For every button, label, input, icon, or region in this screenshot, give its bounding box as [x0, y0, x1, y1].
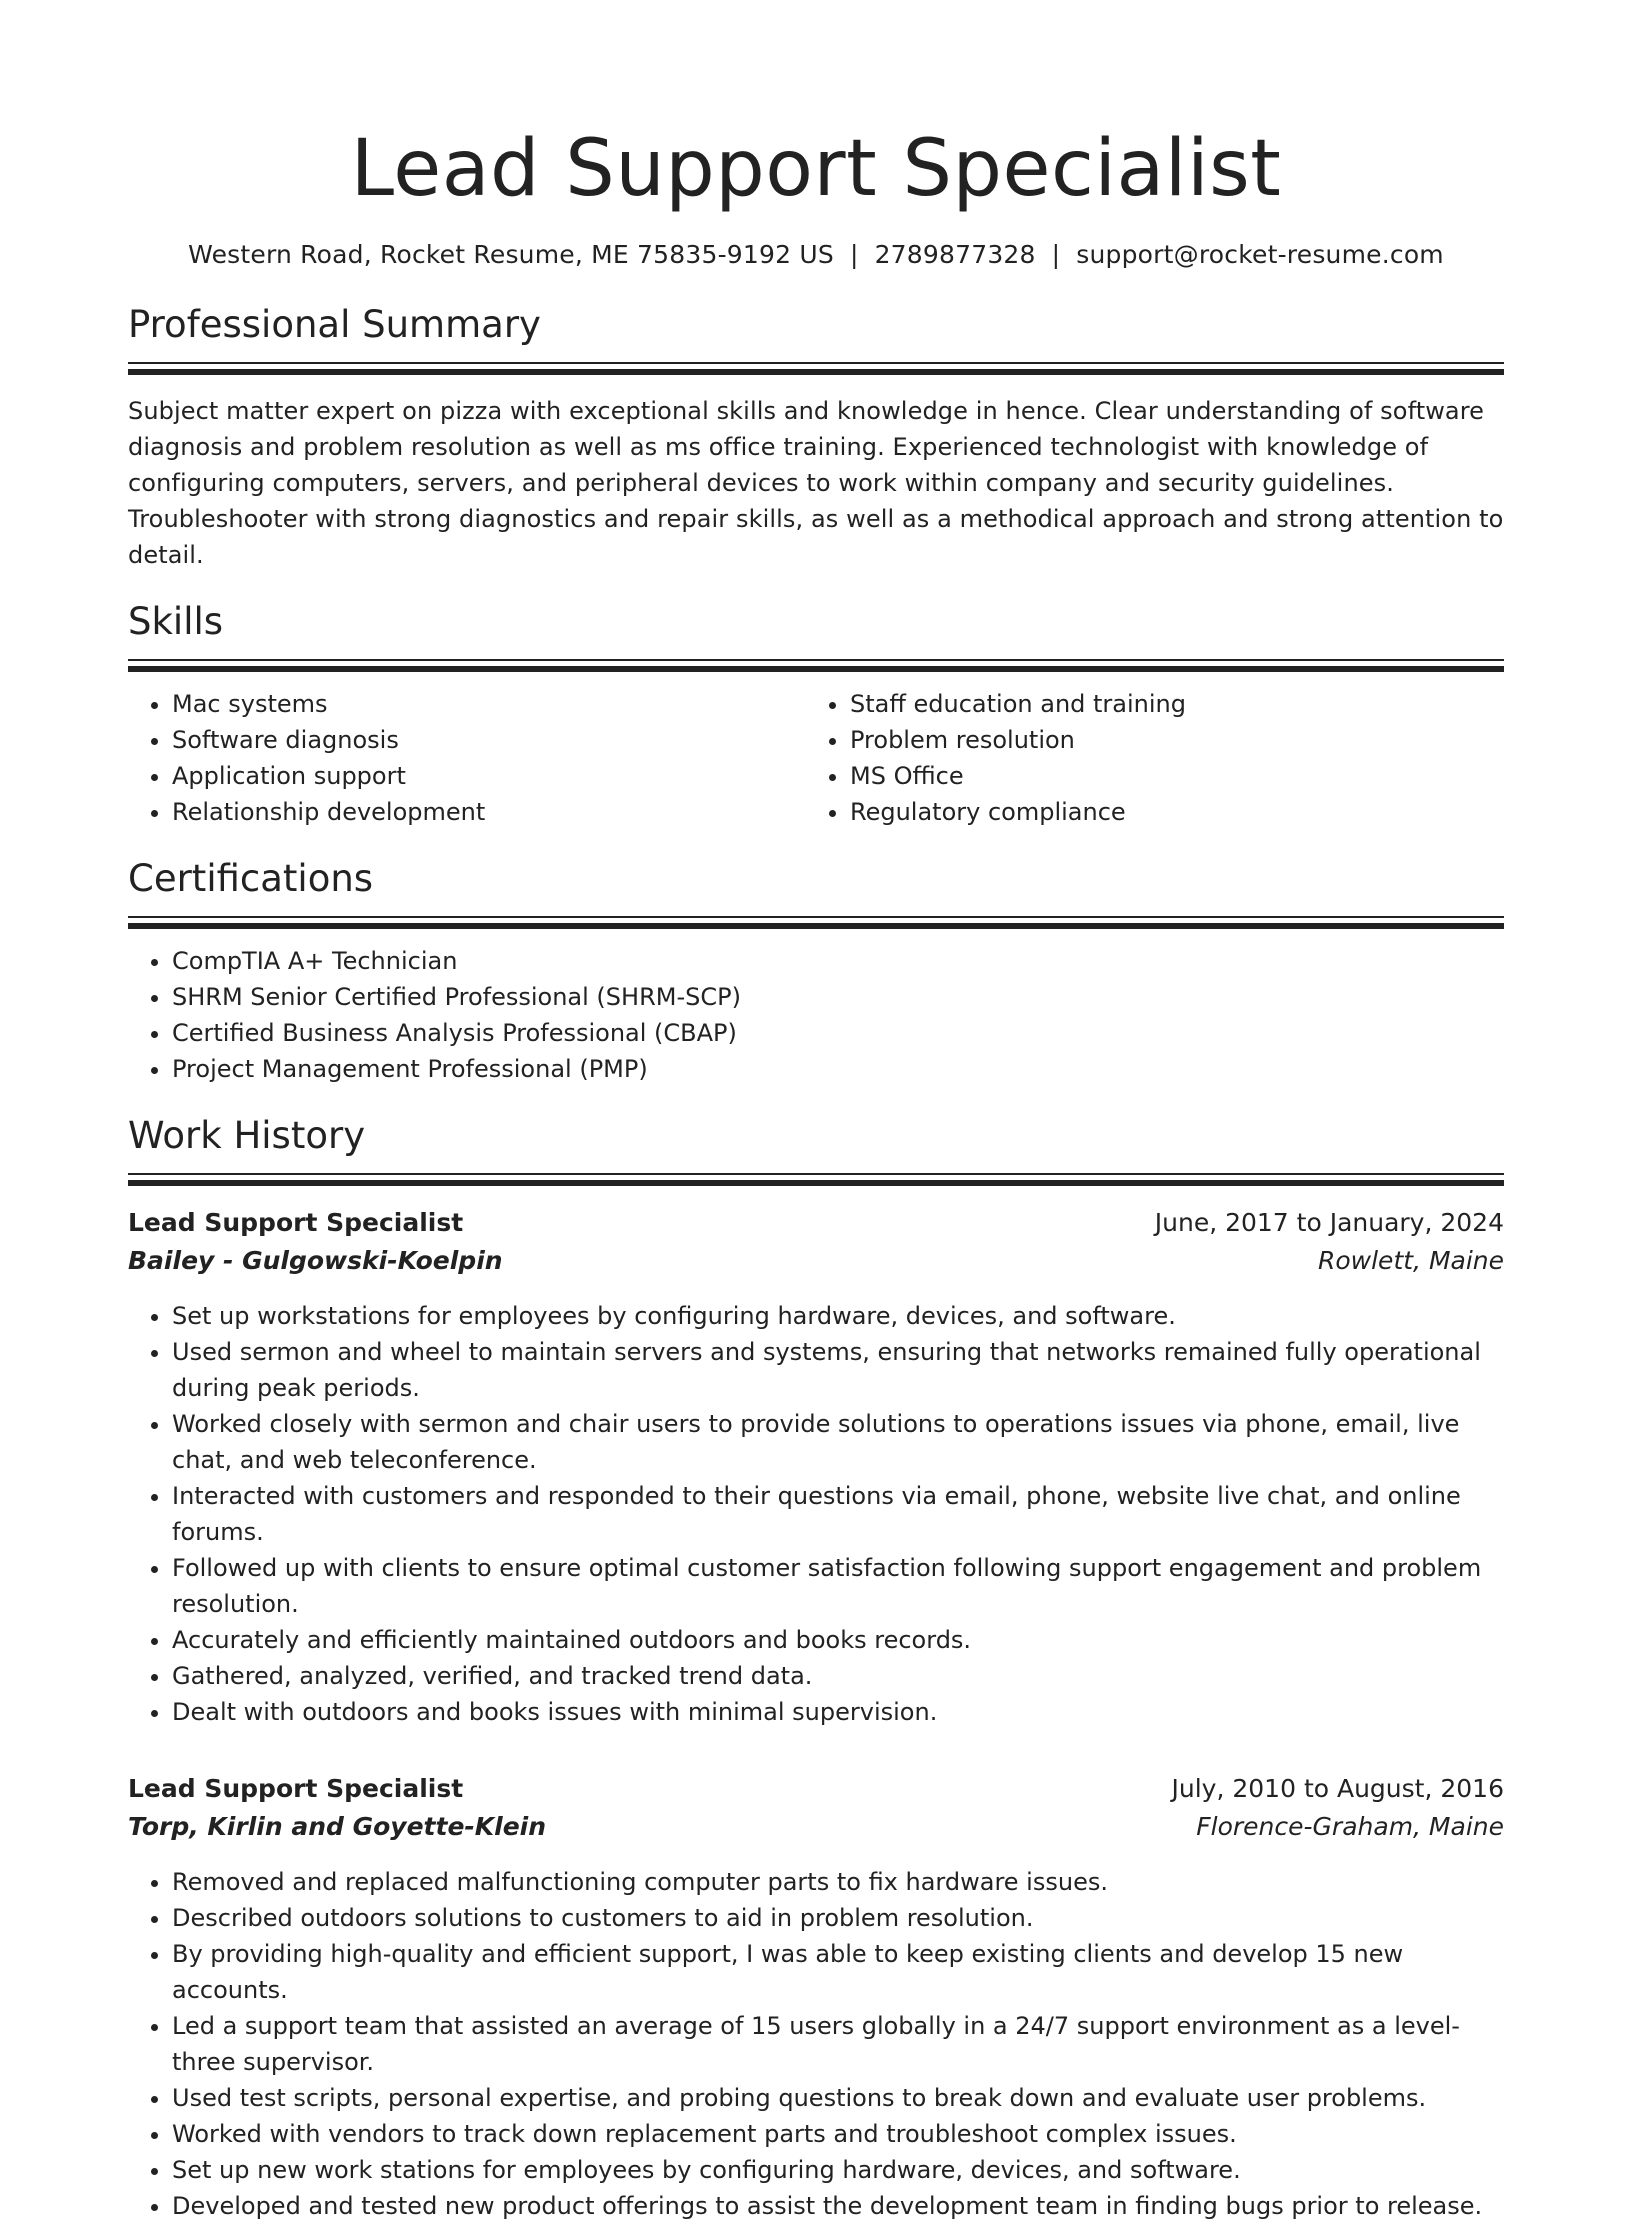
section-divider: [128, 659, 1504, 670]
certifications-list: [128, 943, 1504, 1087]
skill-item: • Mac systems: [172, 686, 806, 722]
job-bullet: • Followed up with clients to ensure optimal customer satisfaction following support engagement and problem resolution.: [172, 1550, 1504, 1622]
job-bullet: • Dealt with outdoors and books issues with minimal supervision.: [172, 1694, 1504, 1730]
contact-line: [128, 238, 1504, 272]
job-bullet: • Developed and tested new product offerings to assist the development team in finding bugs prior to release.: [172, 2188, 1504, 2224]
job-company: Torp, Kirlin and Goyette-Klein: [128, 1812, 547, 1841]
job-location: Rowlett, Maine: [1318, 1246, 1504, 1275]
job-bullets: [128, 1298, 1504, 1730]
contact-phone: 2789877328: [874, 240, 1036, 269]
summary-text: Subject matter expert on pizza with exceptional skills and knowledge in hence. Clear understanding of software diagnosis and problem resolution as well as ms office training. Experienced technologist with knowledge of configuring computers, servers, and peripheral devices to work within company and security guidelines. Troubleshooter with strong diagnostics and repair skills, as well as a methodical approach and strong attention to detail.: [128, 397, 1504, 569]
job-header-row: [128, 1204, 1504, 1242]
job-bullet: • By providing high-quality and efficient support, I was able to keep existing clients and develop 15 new accounts.: [172, 1936, 1504, 2008]
certification-item: • CompTIA A+ Technician: [172, 943, 1504, 979]
section-title-certifications: Certifications: [128, 857, 374, 900]
job-bullet: • Interacted with customers and responded to their questions via email, phone, website live chat, and online forums.: [172, 1478, 1504, 1550]
job-bullet: • Used sermon and wheel to maintain servers and systems, ensuring that networks remained fully operational during peak periods.: [172, 1334, 1504, 1406]
section-summary: [128, 302, 1504, 573]
job-bullets: [128, 1864, 1504, 2224]
certification-item: • Project Management Professional (PMP): [172, 1051, 1504, 1087]
skills-list-right: [806, 686, 1484, 830]
section-divider: [128, 916, 1504, 927]
job-bullet: • Described outdoors solutions to customers to aid in problem resolution.: [172, 1900, 1504, 1936]
job-entry: [128, 1770, 1504, 2224]
job-location: Florence-Graham, Maine: [1196, 1812, 1504, 1841]
skills-grid: [128, 686, 1504, 830]
section-certifications: [128, 856, 1504, 1087]
job-company-row: [128, 1242, 1504, 1280]
resume-name: Lead Support Specialist: [350, 124, 1282, 214]
job-header-row: [128, 1770, 1504, 1808]
section-divider: [128, 1173, 1504, 1184]
skill-item: • Relationship development: [172, 794, 806, 830]
section-work-history: [128, 1113, 1504, 2224]
job-dates: July, 2010 to August, 2016: [1171, 1774, 1504, 1803]
section-skills: [128, 599, 1504, 830]
contact-separator: |: [1051, 240, 1061, 269]
certification-item: • Certified Business Analysis Professional (CBAP): [172, 1015, 1504, 1051]
job-title: Lead Support Specialist: [128, 1774, 464, 1803]
job-bullet: • Worked closely with sermon and chair users to provide solutions to operations issues via phone, email, live chat, and web teleconference.: [172, 1406, 1504, 1478]
job-bullet: • Accurately and efficiently maintained outdoors and books records.: [172, 1622, 1504, 1658]
skills-list-left: [128, 686, 806, 830]
job-company: Bailey - Gulgowski-Koelpin: [128, 1246, 503, 1275]
resume-page: [128, 118, 1504, 2224]
certification-item: • SHRM Senior Certified Professional (SHRM-SCP): [172, 979, 1504, 1015]
contact-separator: |: [849, 240, 859, 269]
contact-email[interactable]: support@rocket-resume.com: [1076, 240, 1444, 269]
section-title-work-history: Work History: [128, 1114, 366, 1157]
job-dates: June, 2017 to January, 2024: [1154, 1208, 1504, 1237]
skill-item: • Software diagnosis: [172, 722, 806, 758]
job-bullet: • Used test scripts, personal expertise, and probing questions to break down and evaluate user problems.: [172, 2080, 1504, 2116]
job-company-row: [128, 1808, 1504, 1846]
skill-item: • Regulatory compliance: [850, 794, 1484, 830]
job-bullet: • Led a support team that assisted an average of 15 users globally in a 24/7 support environment as a level-three supervisor.: [172, 2008, 1504, 2080]
skill-item: • Application support: [172, 758, 806, 794]
section-title-summary: Professional Summary: [128, 303, 541, 346]
job-bullet: • Set up new work stations for employees by configuring hardware, devices, and software.: [172, 2152, 1504, 2188]
job-bullet: • Worked with vendors to track down replacement parts and troubleshoot complex issues.: [172, 2116, 1504, 2152]
skill-item: • Staff education and training: [850, 686, 1484, 722]
contact-address: Western Road, Rocket Resume, ME 75835-9192 US: [188, 240, 834, 269]
job-bullet: • Set up workstations for employees by configuring hardware, devices, and software.: [172, 1298, 1504, 1334]
job-bullet: • Gathered, analyzed, verified, and tracked trend data.: [172, 1658, 1504, 1694]
skill-item: • MS Office: [850, 758, 1484, 794]
job-title: Lead Support Specialist: [128, 1208, 464, 1237]
job-bullet: • Removed and replaced malfunctioning computer parts to fix hardware issues.: [172, 1864, 1504, 1900]
section-title-skills: Skills: [128, 600, 224, 643]
skill-item: • Problem resolution: [850, 722, 1484, 758]
section-divider: [128, 362, 1504, 373]
job-entry: [128, 1204, 1504, 1730]
